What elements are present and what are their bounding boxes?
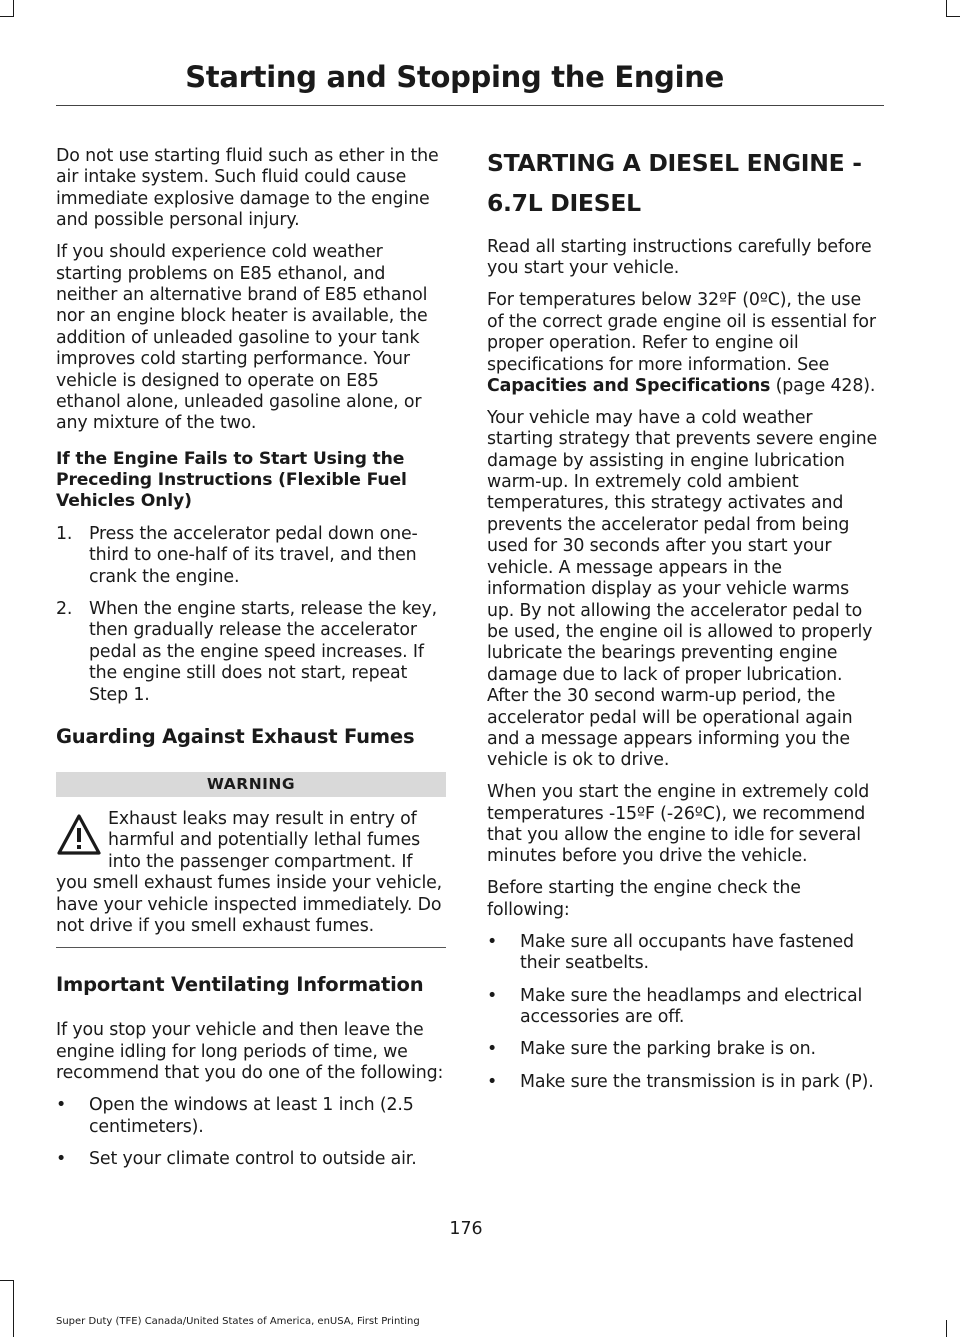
pre-start-checklist [487, 932, 881, 1093]
right-column [487, 143, 881, 1104]
bullet-text: Make sure the parking brake is on. [520, 1039, 816, 1060]
paragraph-extreme-cold: When you start the engine in extremely cold temperatures -15ºF (-26ºC), we recommend that you allow the engine to idle for several minutes before you drive the vehicle. [487, 782, 870, 867]
paragraph-read-instructions: Read all starting instructions carefully before you start your vehicle. [487, 237, 872, 279]
warning-divider [56, 947, 446, 948]
step-number: 1. [56, 523, 73, 544]
page-number: 176 [449, 1219, 483, 1239]
warning-line: harmful and potentially lethal fumes [108, 830, 421, 851]
crop-mark-bottom-right [946, 1320, 947, 1337]
bullet-text: Make sure the headlamps and electrical accessories are off. [520, 985, 863, 1027]
heading-exhaust-fumes: Guarding Against Exhaust Fumes [56, 725, 415, 749]
paragraph-before-starting: Before starting the engine check the following: [487, 878, 801, 920]
crop-mark-bottom-left [13, 1280, 14, 1337]
list-item [487, 932, 881, 975]
bullet-icon: • [56, 1095, 67, 1116]
bullet-icon: • [487, 1039, 498, 1060]
warning-triangle-icon [56, 812, 102, 858]
ventilation-bullet-list [56, 1095, 446, 1170]
page-reference: (page 428). [770, 375, 876, 396]
subheading-engine-fails: If the Engine Fails to Start Using the Preceding Instructions (Flexible Fuel Vehicles Only) [56, 448, 407, 511]
crop-mark-top-left [13, 0, 14, 17]
list-item [56, 1095, 446, 1138]
warning-box [56, 809, 446, 937]
paragraph-engine-oil [487, 290, 881, 397]
bullet-text: Open the windows at least 1 inch (2.5 centimeters). [89, 1095, 414, 1137]
paragraph-cold-weather-strategy: Your vehicle may have a cold weather starting strategy that prevents severe engine damage by assisting in engine lubrication warm-up. In extremely cold ambient temperatures, this strategy activates and prevents the accelerator pedal from being used for 30 seconds after you start your vehicle. A message appears in the information display as your vehicle warms up. By not allowing the accelerator pedal to be used, the engine oil is allowed to properly lubricate the bearings preventing engine damage due to lack of proper lubrication. After the 30 second warm-up period, the accelerator pedal will be operational again and a message appears informing you the vehicle is ok to drive. [487, 407, 878, 771]
list-item [487, 1072, 881, 1093]
crop-mark-top-right [946, 0, 947, 17]
list-item [56, 524, 446, 588]
footer-edition-text: Super Duty (TFE) Canada/United States of America, enUSA, First Printing [56, 1316, 420, 1327]
crop-mark-bottom-left-h [0, 1280, 14, 1281]
page-header-title: Starting and Stopping the Engine [185, 60, 724, 94]
list-item [56, 599, 446, 706]
crop-mark-top-left-h [0, 16, 14, 17]
bullet-icon: • [487, 931, 498, 952]
paragraph-starting-fluid: Do not use starting fluid such as ether in the air intake system. Such fluid could cause immediate explosive damage to the engine and possible personal injury. [56, 146, 439, 231]
heading-ventilating-information: Important Ventilating Information [56, 973, 424, 997]
heading-diesel-engine: STARTING A DIESEL ENGINE - 6.7L DIESEL [487, 149, 862, 217]
warning-line: Exhaust leaks may result in entry of [108, 809, 417, 830]
start-steps-list [56, 524, 446, 706]
step-number: 2. [56, 599, 73, 619]
bullet-icon: • [487, 1071, 498, 1092]
list-item [487, 1039, 881, 1060]
paragraph-e85-cold-weather: If you should experience cold weather starting problems on E85 ethanol, and neither an alternative brand of E85 ethanol nor an engine block heater is available, the addition of unleaded gasoline to your tank improves cold starting performance. Your vehicle is designed to operate on E85 ethanol alone, unleaded gasoline alone, or any mixture of the two. [56, 242, 428, 434]
left-column [56, 146, 446, 1181]
header-divider [56, 105, 884, 106]
bullet-text: Make sure the transmission is in park (P). [520, 1071, 874, 1092]
paragraph-engine-oil-text: For temperatures below 32ºF (0ºC), the use of the correct grade engine oil is essential for proper operation. Refer to engine oil specifications for more information. See [487, 290, 876, 375]
paragraph-ventilating: If you stop your vehicle and then leave the engine idling for long periods of time, we recommend that you do one of the following: [56, 1020, 444, 1084]
warning-line: into the passenger compartment. If [108, 851, 413, 872]
list-item [56, 1149, 446, 1170]
bullet-text: Set your climate control to outside air. [89, 1149, 417, 1169]
bullet-text: Make sure all occupants have fastened their seatbelts. [520, 931, 854, 974]
list-item [487, 986, 881, 1029]
warning-banner: WARNING [56, 772, 446, 797]
step-text: When the engine starts, release the key, then gradually release the accelerator pedal as the engine speed increases. If the engine still does not start, repeat Step 1. [89, 599, 437, 705]
step-text: Press the accelerator pedal down one-third to one-half of its travel, and then crank the engine. [89, 523, 418, 587]
bullet-icon: • [56, 1149, 67, 1169]
warning-text: you smell exhaust fumes inside your vehicle, have your vehicle inspected immediately. Do not drive if you smell exhaust fumes. [56, 873, 443, 937]
capacities-link[interactable]: Capacities and Specifications [487, 375, 771, 396]
bullet-icon: • [487, 985, 498, 1006]
crop-mark-top-right-h [946, 16, 960, 17]
